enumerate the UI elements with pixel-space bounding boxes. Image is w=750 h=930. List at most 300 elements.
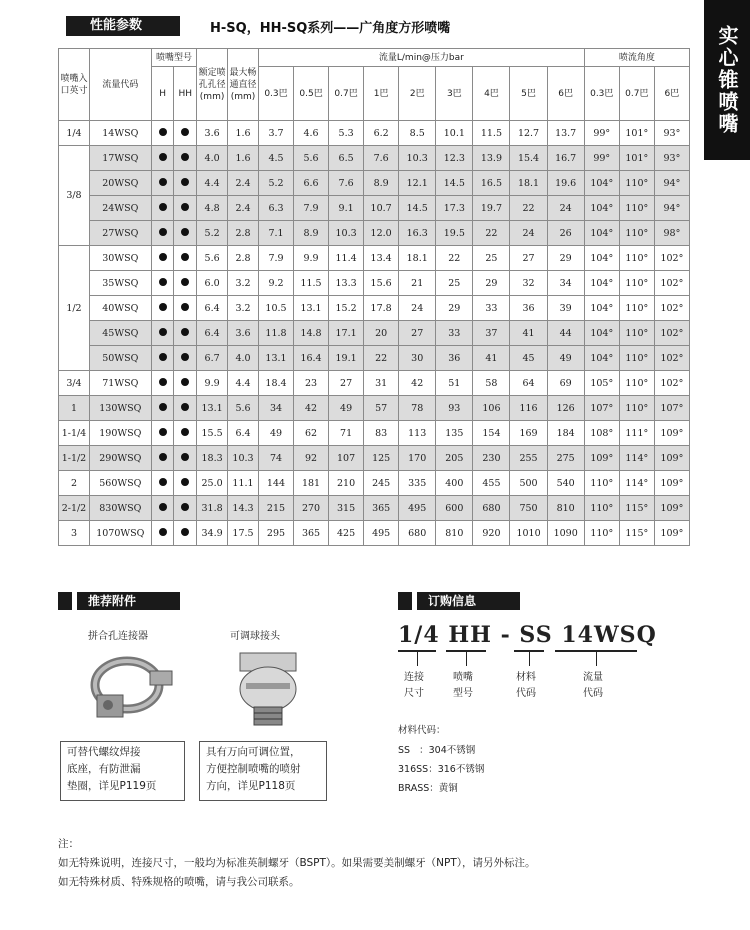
flow-value-cell: 8.9 <box>294 221 329 246</box>
flow-pressure-header: 3巴 <box>436 67 473 121</box>
angle-value-cell: 102° <box>654 371 689 396</box>
flow-value-cell: 5.2 <box>258 171 293 196</box>
orifice-cell: 5.2 <box>197 221 228 246</box>
flow-value-cell: 1010 <box>510 521 547 546</box>
type-hh-dot <box>174 521 197 546</box>
flow-value-cell: 15.4 <box>510 146 547 171</box>
flow-value-cell: 13.1 <box>258 346 293 371</box>
label-flow-code: 流量 代码 <box>583 672 603 699</box>
label-connection-size: 连接 尺寸 <box>404 672 424 699</box>
availability-dot <box>181 478 189 486</box>
flow-value-cell: 36 <box>436 346 473 371</box>
angle-value-cell: 104° <box>584 171 619 196</box>
flow-value-cell: 64 <box>510 371 547 396</box>
orifice-cell: 18.3 <box>197 446 228 471</box>
flow-value-cell: 116 <box>510 396 547 421</box>
flow-value-cell: 33 <box>473 296 510 321</box>
flow-value-cell: 12.7 <box>510 121 547 146</box>
type-hh-dot <box>174 371 197 396</box>
order-code-example <box>398 622 657 648</box>
availability-dot <box>181 503 189 511</box>
flow-value-cell: 540 <box>547 471 584 496</box>
angle-value-cell: 104° <box>584 271 619 296</box>
availability-dot <box>159 453 167 461</box>
type-hh-dot <box>174 196 197 221</box>
flow-value-cell: 16.5 <box>473 171 510 196</box>
type-hh-dot <box>174 471 197 496</box>
flow-value-cell: 365 <box>364 496 399 521</box>
type-h-dot <box>151 421 174 446</box>
flow-header: 流量L/min@压力bar <box>258 49 584 67</box>
label-material-code: 材料 代码 <box>516 672 536 699</box>
flow-value-cell: 181 <box>294 471 329 496</box>
flow-value-cell: 10.7 <box>364 196 399 221</box>
availability-dot <box>181 378 189 386</box>
flow-pressure-header: 2巴 <box>399 67 436 121</box>
flow-value-cell: 39 <box>547 296 584 321</box>
table-row <box>59 396 690 421</box>
angle-value-cell: 110° <box>584 496 619 521</box>
flow-value-cell: 5.6 <box>294 146 329 171</box>
table-row <box>59 296 690 321</box>
free-passage-cell: 10.3 <box>228 446 259 471</box>
flow-value-cell: 7.6 <box>364 146 399 171</box>
type-h-dot <box>151 521 174 546</box>
flow-value-cell: 25 <box>436 271 473 296</box>
orifice-cell: 4.8 <box>197 196 228 221</box>
orifice-cell: 5.6 <box>197 246 228 271</box>
angle-value-cell: 110° <box>619 271 654 296</box>
orifice-cell: 4.0 <box>197 146 228 171</box>
flow-value-cell: 41 <box>510 321 547 346</box>
flow-value-cell: 31 <box>364 371 399 396</box>
flow-value-cell: 18.1 <box>510 171 547 196</box>
flow-value-cell: 37 <box>473 321 510 346</box>
orifice-cell: 6.4 <box>197 296 228 321</box>
flow-value-cell: 17.8 <box>364 296 399 321</box>
free-passage-cell: 3.2 <box>228 271 259 296</box>
flow-code-cell: 24WSQ <box>89 196 151 221</box>
flow-value-cell: 135 <box>436 421 473 446</box>
angle-value-cell: 110° <box>584 471 619 496</box>
flow-value-cell: 16.4 <box>294 346 329 371</box>
flow-value-cell: 11.8 <box>258 321 293 346</box>
type-hh-dot <box>174 421 197 446</box>
flow-value-cell: 5.3 <box>329 121 364 146</box>
type-hh-dot <box>174 346 197 371</box>
material-ss: SS ：304不锈钢 <box>398 745 476 756</box>
angle-value-cell: 99° <box>584 146 619 171</box>
flow-code-cell: 27WSQ <box>89 221 151 246</box>
type-hh-dot <box>174 321 197 346</box>
flow-value-cell: 92 <box>294 446 329 471</box>
inlet-size-cell: 1/2 <box>59 246 90 371</box>
type-h-dot <box>151 271 174 296</box>
flow-value-cell: 17.3 <box>436 196 473 221</box>
availability-dot <box>159 428 167 436</box>
flow-value-cell: 19.6 <box>547 171 584 196</box>
free-passage-cell: 3.2 <box>228 296 259 321</box>
flow-value-cell: 6.6 <box>294 171 329 196</box>
flow-value-cell: 34 <box>547 271 584 296</box>
angle-value-cell: 111° <box>619 421 654 446</box>
flow-value-cell: 154 <box>473 421 510 446</box>
leader-flow <box>596 652 597 666</box>
table-row <box>59 321 690 346</box>
flow-value-cell: 15.6 <box>364 271 399 296</box>
leader-material <box>529 652 530 666</box>
flow-value-cell: 8.5 <box>399 121 436 146</box>
flow-value-cell: 125 <box>364 446 399 471</box>
free-passage-cell: 11.1 <box>228 471 259 496</box>
flow-value-cell: 44 <box>547 321 584 346</box>
type-h-dot <box>151 246 174 271</box>
angle-value-cell: 110° <box>619 246 654 271</box>
flow-value-cell: 26 <box>547 221 584 246</box>
type-h-dot <box>151 171 174 196</box>
flow-value-cell: 22 <box>510 196 547 221</box>
flow-code-header: 流量代码 <box>89 49 151 121</box>
availability-dot <box>159 253 167 261</box>
flow-value-cell: 8.9 <box>364 171 399 196</box>
accessory-name-split-eyelet: 拼合孔连接器 <box>88 631 148 642</box>
flow-value-cell: 15.2 <box>329 296 364 321</box>
flow-value-cell: 920 <box>473 521 510 546</box>
flow-value-cell: 400 <box>436 471 473 496</box>
availability-dot <box>181 303 189 311</box>
split-eyelet-connector-image <box>72 645 182 730</box>
type-h-dot <box>151 396 174 421</box>
angle-value-cell: 102° <box>654 321 689 346</box>
angle-value-cell: 110° <box>619 221 654 246</box>
angle-value-cell: 109° <box>654 496 689 521</box>
flow-value-cell: 49 <box>547 346 584 371</box>
orifice-cell: 4.4 <box>197 171 228 196</box>
angle-value-cell: 114° <box>619 471 654 496</box>
inlet-size-cell: 3/8 <box>59 146 90 246</box>
angle-value-cell: 105° <box>584 371 619 396</box>
flow-code-cell: 830WSQ <box>89 496 151 521</box>
angle-value-cell: 102° <box>654 246 689 271</box>
availability-dot <box>159 303 167 311</box>
flow-value-cell: 335 <box>399 471 436 496</box>
angle-value-cell: 94° <box>654 196 689 221</box>
flow-value-cell: 18.1 <box>399 246 436 271</box>
angle-value-cell: 110° <box>619 346 654 371</box>
flow-value-cell: 25 <box>473 246 510 271</box>
orifice-cell: 13.1 <box>197 396 228 421</box>
angle-value-cell: 102° <box>654 296 689 321</box>
section-header-ordering: 订购信息 <box>398 592 520 610</box>
flow-value-cell: 13.4 <box>364 246 399 271</box>
flow-value-cell: 12.3 <box>436 146 473 171</box>
availability-dot <box>181 153 189 161</box>
flow-value-cell: 170 <box>399 446 436 471</box>
table-row <box>59 496 690 521</box>
code-inlet-size: 1/4 <box>398 622 440 648</box>
angle-value-cell: 102° <box>654 346 689 371</box>
flow-value-cell: 184 <box>547 421 584 446</box>
flow-value-cell: 275 <box>547 446 584 471</box>
angle-pressure-header: 0.7巴 <box>619 67 654 121</box>
flow-value-cell: 14.5 <box>399 196 436 221</box>
type-hh-dot <box>174 171 197 196</box>
type-h-header: H <box>151 67 174 121</box>
flow-value-cell: 10.3 <box>399 146 436 171</box>
angle-value-cell: 99° <box>584 121 619 146</box>
flow-code-cell: 30WSQ <box>89 246 151 271</box>
flow-value-cell: 14.5 <box>436 171 473 196</box>
flow-value-cell: 7.9 <box>294 196 329 221</box>
type-h-dot <box>151 221 174 246</box>
availability-dot <box>181 403 189 411</box>
angle-value-cell: 110° <box>619 371 654 396</box>
angle-value-cell: 104° <box>584 296 619 321</box>
flow-value-cell: 6.5 <box>329 146 364 171</box>
availability-dot <box>181 353 189 361</box>
inlet-size-cell: 3/4 <box>59 371 90 396</box>
flow-value-cell: 11.4 <box>329 246 364 271</box>
flow-value-cell: 680 <box>399 521 436 546</box>
flow-value-cell: 9.9 <box>294 246 329 271</box>
angle-value-cell: 107° <box>584 396 619 421</box>
type-h-dot <box>151 446 174 471</box>
flow-pressure-header: 6巴 <box>547 67 584 121</box>
flow-value-cell: 24 <box>399 296 436 321</box>
flow-value-cell: 29 <box>547 246 584 271</box>
availability-dot <box>159 478 167 486</box>
inlet-header: 喷嘴入口英寸 <box>59 49 90 121</box>
material-brass: BRASS：黄铜 <box>398 783 458 794</box>
code-flow: 14WSQ <box>561 622 657 648</box>
flow-value-cell: 7.6 <box>329 171 364 196</box>
flow-value-cell: 107 <box>329 446 364 471</box>
flow-value-cell: 30 <box>399 346 436 371</box>
flow-value-cell: 16.7 <box>547 146 584 171</box>
flow-code-cell: 130WSQ <box>89 396 151 421</box>
angle-value-cell: 94° <box>654 171 689 196</box>
angle-value-cell: 102° <box>654 271 689 296</box>
flow-value-cell: 27 <box>510 246 547 271</box>
availability-dot <box>159 203 167 211</box>
availability-dot <box>181 528 189 536</box>
flow-value-cell: 295 <box>258 521 293 546</box>
flow-code-cell: 290WSQ <box>89 446 151 471</box>
free-passage-cell: 4.4 <box>228 371 259 396</box>
free-passage-cell: 17.5 <box>228 521 259 546</box>
table-row <box>59 446 690 471</box>
flow-value-cell: 49 <box>258 421 293 446</box>
flow-value-cell: 315 <box>329 496 364 521</box>
flow-value-cell: 600 <box>436 496 473 521</box>
type-h-dot <box>151 296 174 321</box>
orifice-cell: 25.0 <box>197 471 228 496</box>
flow-value-cell: 24 <box>547 196 584 221</box>
angle-value-cell: 114° <box>619 446 654 471</box>
free-passage-cell: 1.6 <box>228 121 259 146</box>
flow-value-cell: 113 <box>399 421 436 446</box>
nozzle-type-header: 喷嘴型号 <box>151 49 196 67</box>
flow-value-cell: 13.1 <box>294 296 329 321</box>
flow-value-cell: 42 <box>399 371 436 396</box>
angle-value-cell: 115° <box>619 496 654 521</box>
free-passage-cell: 3.6 <box>228 321 259 346</box>
type-h-dot <box>151 371 174 396</box>
type-hh-dot <box>174 121 197 146</box>
availability-dot <box>159 403 167 411</box>
angle-value-cell: 107° <box>654 396 689 421</box>
flow-value-cell: 11.5 <box>473 121 510 146</box>
code-nozzle-type: HH <box>448 622 492 648</box>
availability-dot <box>181 178 189 186</box>
flow-value-cell: 7.1 <box>258 221 293 246</box>
availability-dot <box>181 228 189 236</box>
orifice-cell: 6.0 <box>197 271 228 296</box>
material-316ss: 316SS：316不锈钢 <box>398 764 485 775</box>
code-dash: - <box>500 622 511 648</box>
angle-value-cell: 110° <box>619 196 654 221</box>
performance-table <box>58 48 690 546</box>
angle-value-cell: 108° <box>584 421 619 446</box>
availability-dot <box>181 428 189 436</box>
accessory-desc-ball-joint: 具有万向可调位置， 方便控制喷嘴的喷射 方向，详见P118页 <box>199 741 327 801</box>
accessory-desc-split-eyelet: 可替代螺纹焊接 底座，有防泄漏 垫圈，详见P119页 <box>60 741 185 801</box>
type-hh-dot <box>174 296 197 321</box>
free-passage-cell: 5.6 <box>228 396 259 421</box>
flow-value-cell: 29 <box>436 296 473 321</box>
table-row <box>59 121 690 146</box>
flow-value-cell: 6.2 <box>364 121 399 146</box>
free-passage-cell: 2.4 <box>228 171 259 196</box>
flow-value-cell: 12.0 <box>364 221 399 246</box>
orifice-cell: 34.9 <box>197 521 228 546</box>
flow-value-cell: 78 <box>399 396 436 421</box>
page-title: H-SQ，HH-SQ系列——广角度方形喷嘴 <box>210 21 451 36</box>
flow-value-cell: 22 <box>473 221 510 246</box>
flow-value-cell: 23 <box>294 371 329 396</box>
flow-value-cell: 245 <box>364 471 399 496</box>
section-header-accessories: 推荐附件 <box>58 592 180 610</box>
flow-value-cell: 62 <box>294 421 329 446</box>
angle-value-cell: 110° <box>619 396 654 421</box>
availability-dot <box>181 278 189 286</box>
type-hh-dot <box>174 246 197 271</box>
code-material: SS <box>519 622 553 648</box>
flow-value-cell: 33 <box>436 321 473 346</box>
type-h-dot <box>151 121 174 146</box>
table-row <box>59 196 690 221</box>
angle-pressure-header: 6巴 <box>654 67 689 121</box>
flow-value-cell: 74 <box>258 446 293 471</box>
angle-value-cell: 110° <box>619 296 654 321</box>
type-hh-dot <box>174 496 197 521</box>
angle-value-cell: 109° <box>654 446 689 471</box>
angle-value-cell: 104° <box>584 196 619 221</box>
flow-value-cell: 58 <box>473 371 510 396</box>
availability-dot <box>159 528 167 536</box>
flow-value-cell: 27 <box>399 321 436 346</box>
flow-value-cell: 14.8 <box>294 321 329 346</box>
flow-code-cell: 1070WSQ <box>89 521 151 546</box>
type-h-dot <box>151 346 174 371</box>
flow-value-cell: 255 <box>510 446 547 471</box>
orifice-cell: 6.7 <box>197 346 228 371</box>
angle-value-cell: 109° <box>584 446 619 471</box>
orifice-cell: 6.4 <box>197 321 228 346</box>
leader-type <box>466 652 467 666</box>
flow-value-cell: 12.1 <box>399 171 436 196</box>
free-passage-cell: 2.8 <box>228 246 259 271</box>
availability-dot <box>159 353 167 361</box>
angle-value-cell: 104° <box>584 246 619 271</box>
angle-value-cell: 104° <box>584 221 619 246</box>
angle-value-cell: 104° <box>584 321 619 346</box>
flow-value-cell: 21 <box>399 271 436 296</box>
flow-value-cell: 680 <box>473 496 510 521</box>
flow-value-cell: 13.9 <box>473 146 510 171</box>
flow-value-cell: 16.3 <box>399 221 436 246</box>
type-hh-dot <box>174 271 197 296</box>
orifice-cell: 9.9 <box>197 371 228 396</box>
free-passage-cell: 4.0 <box>228 346 259 371</box>
type-hh-header: HH <box>174 67 197 121</box>
flow-value-cell: 51 <box>436 371 473 396</box>
flow-code-cell: 20WSQ <box>89 171 151 196</box>
flow-code-cell: 17WSQ <box>89 146 151 171</box>
flow-code-cell: 560WSQ <box>89 471 151 496</box>
angle-value-cell: 110° <box>619 171 654 196</box>
flow-pressure-header: 0.3巴 <box>258 67 293 121</box>
flow-value-cell: 495 <box>399 496 436 521</box>
availability-dot <box>159 153 167 161</box>
note-line-1: 如无特殊说明，连接尺寸，一般均为标准英制螺牙（BSPT）。如果需要美制螺牙（NPT），请另外标注。 <box>58 857 536 869</box>
flow-value-cell: 215 <box>258 496 293 521</box>
flow-value-cell: 4.5 <box>258 146 293 171</box>
flow-code-cell: 50WSQ <box>89 346 151 371</box>
flow-value-cell: 365 <box>294 521 329 546</box>
table-row <box>59 221 690 246</box>
free-passage-cell: 6.4 <box>228 421 259 446</box>
availability-dot <box>159 278 167 286</box>
angle-value-cell: 109° <box>654 521 689 546</box>
flow-value-cell: 750 <box>510 496 547 521</box>
flow-value-cell: 10.3 <box>329 221 364 246</box>
flow-code-cell: 40WSQ <box>89 296 151 321</box>
type-h-dot <box>151 471 174 496</box>
free-passage-cell: 2.8 <box>228 221 259 246</box>
flow-pressure-header: 0.5巴 <box>294 67 329 121</box>
flow-value-cell: 9.1 <box>329 196 364 221</box>
inlet-size-cell: 3 <box>59 521 90 546</box>
flow-value-cell: 11.5 <box>294 271 329 296</box>
availability-dot <box>159 128 167 136</box>
type-hh-dot <box>174 396 197 421</box>
type-hh-dot <box>174 146 197 171</box>
flow-value-cell: 10.5 <box>258 296 293 321</box>
flow-value-cell: 13.3 <box>329 271 364 296</box>
flow-value-cell: 126 <box>547 396 584 421</box>
flow-code-cell: 35WSQ <box>89 271 151 296</box>
flow-pressure-header: 1巴 <box>364 67 399 121</box>
free-passage-header: 最大畅通直径(mm) <box>228 49 259 121</box>
flow-pressure-header: 4巴 <box>473 67 510 121</box>
inlet-size-cell: 2-1/2 <box>59 496 90 521</box>
availability-dot <box>181 203 189 211</box>
flow-value-cell: 83 <box>364 421 399 446</box>
orifice-header: 额定喷孔孔径(mm) <box>197 49 228 121</box>
table-row <box>59 146 690 171</box>
flow-value-cell: 455 <box>473 471 510 496</box>
